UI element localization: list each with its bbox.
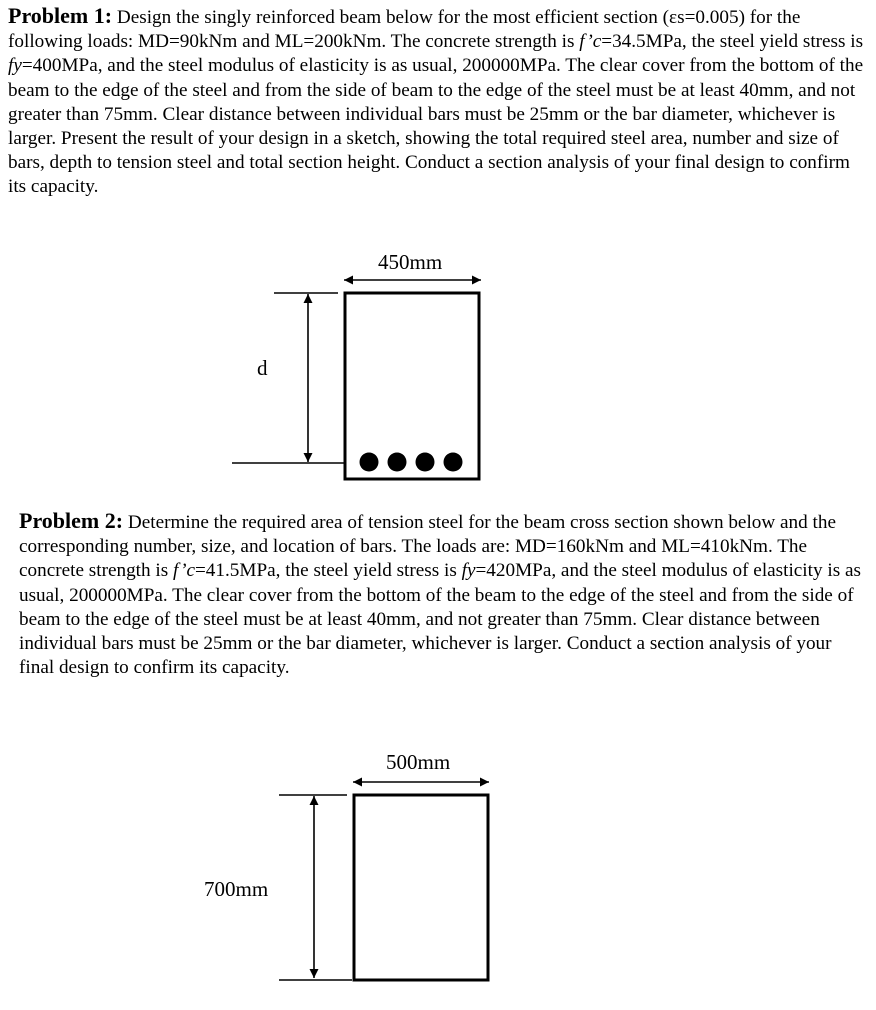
problem2-beam-section	[354, 795, 488, 980]
problem2-text-seg2: =41.5MPa, the steel yield stress is	[194, 560, 462, 582]
problem2-text-seg3: =420MPa, and the steel modulus of elasticity is as usual, 200000MPa. The clear cover from the bottom of the beam to the edge of the steel and from the side of beam to the edge of the steel must be at least 40mm, and not greater than 75mm. Clear distance between individual bars must be 25mm or the bar diameter, whichever is larger. Conduct a section analysis of your final design to confirm its capacity.	[19, 560, 861, 679]
problem2-text-seg1: Determine the required area of tension steel for the beam cross section shown below and the corresponding number, size, and location of bars. The loads are: MD=160kNm and ML=410kNm. The concrete strength is	[19, 512, 836, 582]
rebar-3	[416, 453, 435, 472]
problem2-beam-figure	[279, 782, 489, 980]
problem2-title: Problem 2:	[19, 508, 124, 533]
problem2-fy-symbol: fy	[461, 560, 476, 582]
problem2-height-label: 700mm	[204, 877, 269, 901]
problem1-fc-symbol: f’c	[579, 31, 602, 53]
problem1-width-label: 450mm	[378, 250, 443, 274]
problem2-width-label: 500mm	[386, 750, 451, 774]
problem1-beam-figure	[232, 280, 481, 479]
problem1-depth-label: d	[257, 356, 268, 380]
problem1-text-seg1: Design the singly reinforced beam below for the most efficient section (εs=0.005) for the following loads: MD=90kNm and ML=200kNm. The concrete strength is	[8, 7, 801, 53]
problem2-text	[19, 509, 871, 680]
problem1-text-seg2: =34.5MPa, the steel yield stress is	[601, 31, 864, 53]
rebar-2	[388, 453, 407, 472]
problem1-beam-section	[345, 293, 479, 479]
problem1-title: Problem 1:	[8, 3, 113, 28]
problem1-rebar-group	[360, 453, 463, 472]
rebar-4	[444, 453, 463, 472]
problem2-fc-symbol: f’c	[172, 560, 195, 582]
problem1-text-seg3: =400MPa, and the steel modulus of elasticity is as usual, 200000MPa. The clear cover from the bottom of the beam to the edge of the steel and from the side of beam to the edge of the steel must be at least 40mm, and not greater than 75mm. Clear distance between individual bars must be 25mm or the bar diameter, whichever is larger. Present the result of your design in a sketch, showing the total required steel area, number and size of bars, depth to tension steel and total section height. Conduct a section analysis of your final design to confirm its capacity.	[8, 55, 864, 198]
rebar-1	[360, 453, 379, 472]
problem1-fy-symbol: fy	[8, 55, 22, 77]
